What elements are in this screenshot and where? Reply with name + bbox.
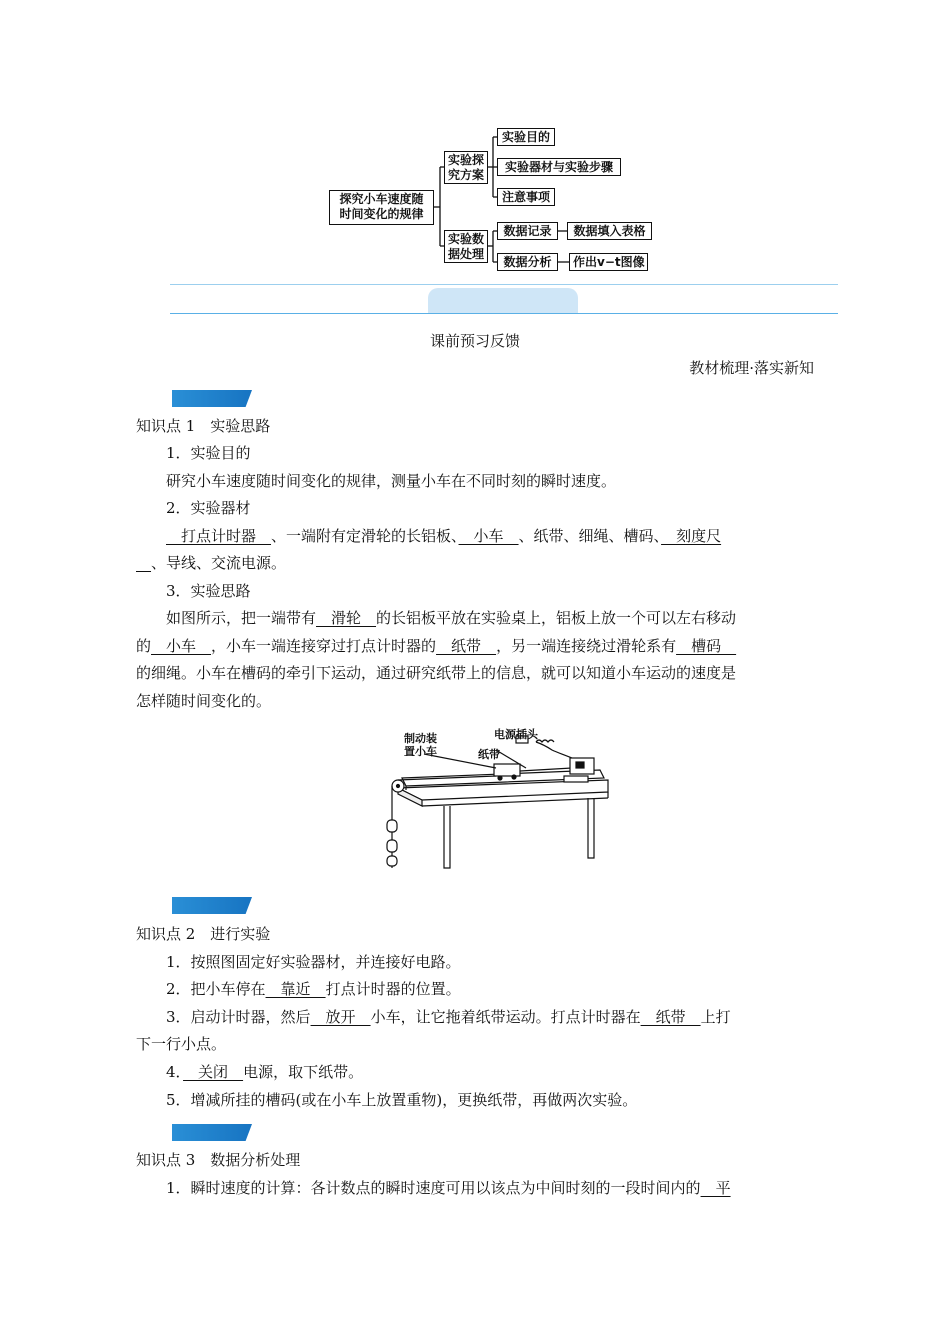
kp2-step3 xyxy=(136,1004,816,1032)
kp1-item2-equipment xyxy=(136,523,816,551)
blank-ruler-tail xyxy=(136,554,151,572)
blank-pulley: 滑轮 xyxy=(316,609,377,627)
mind-map-item-notes: 注意事项 xyxy=(497,188,555,206)
kp2-step3-continued: 下一行小点。 xyxy=(136,1035,227,1053)
knowledge-tag-2 xyxy=(172,897,252,914)
blank-cart-2: 小车 xyxy=(151,637,212,655)
kp1-item3-line3: 的细绳。小车在槽码的牵引下运动，通过研究纸带上的信息，就可以知道小车运动的速度是 xyxy=(136,664,737,682)
kp1-item1-text: 研究小车速度随时间变化的规律，测量小车在不同时刻的瞬时速度。 xyxy=(166,472,617,490)
kp3-item1 xyxy=(136,1175,816,1203)
label-paper-tape: 纸带 xyxy=(478,748,500,761)
text-segment: 上打 xyxy=(700,1008,731,1026)
text-segment: 电源，取下纸带。 xyxy=(243,1063,364,1081)
blank-average: 平 xyxy=(700,1179,731,1197)
kp1-item2-continued xyxy=(136,550,816,578)
kp1-item1-title: 1．实验目的 xyxy=(166,444,251,462)
text-segment: ，另一端连接绕过滑轮系有 xyxy=(496,637,677,655)
blank-turn-off: 关闭 xyxy=(183,1063,244,1081)
text-segment: 的长铝板平放在实验桌上，铝板上放一个可以左右移动 xyxy=(376,609,737,627)
text-segment: 2．把小车停在 xyxy=(166,980,266,998)
text-segment: 3．启动计时器，然后 xyxy=(166,1008,311,1026)
text-segment: 4． xyxy=(166,1063,184,1081)
kp1-item3-line4: 怎样随时间变化的。 xyxy=(136,692,272,710)
kp3-heading: 知识点 3 数据分析处理 xyxy=(136,1151,301,1169)
kp1-item2-title: 2．实验器材 xyxy=(166,499,251,517)
blank-tape: 纸带 xyxy=(436,637,497,655)
mind-map-branch-plan: 实验探 究方案 xyxy=(444,151,488,184)
text-segment: 的 xyxy=(136,637,152,655)
text-segment: 打点计时器的位置。 xyxy=(325,980,461,998)
kp2-heading: 知识点 2 进行实验 xyxy=(136,925,271,943)
kp1-heading: 知识点 1 实验思路 xyxy=(136,417,271,435)
kp2-step5: 5．增减所挂的槽码(或在小车上放置重物)，更换纸带，再做两次实验。 xyxy=(166,1091,638,1109)
kp1-item3-line2 xyxy=(136,633,816,661)
apparatus-figure xyxy=(376,728,612,876)
kp2-step4 xyxy=(136,1059,816,1087)
text-segment: 小车，让它拖着纸带运动。打点计时器在 xyxy=(370,1008,641,1026)
mind-map-branch-data: 实验数 据处理 xyxy=(444,230,488,263)
label-brake-cart: 制动装 置小车 xyxy=(404,732,437,758)
mind-map-leaf-table: 数据填入表格 xyxy=(567,222,652,240)
header-top-rule xyxy=(170,284,838,285)
kp2-step1: 1．按照图固定好实验器材，并连接好电路。 xyxy=(166,953,461,971)
text-segment: 、纸带、细绳、槽码、 xyxy=(518,527,662,545)
knowledge-tag-3 xyxy=(172,1124,252,1141)
mind-map-root: 探究小车速度随 时间变化的规律 xyxy=(329,190,434,225)
blank-cart: 小车 xyxy=(458,527,519,545)
mind-map-leaf-vt-graph: 作出v−t图像 xyxy=(569,253,648,271)
text-segment: 1．瞬时速度的计算：各计数点的瞬时速度可用以该点为中间时刻的一段时间内的 xyxy=(166,1179,701,1197)
knowledge-tag-1 xyxy=(172,390,252,407)
text-segment: 、导线、交流电源。 xyxy=(151,554,287,572)
section-title: 课前预习反馈 xyxy=(429,332,520,350)
section-subtitle: 教材梳理·落实新知 xyxy=(689,359,814,377)
blank-release: 放开 xyxy=(310,1008,371,1026)
mind-map-item-purpose: 实验目的 xyxy=(497,128,555,146)
kp2-step2 xyxy=(136,976,816,1004)
mind-map-item-record: 数据记录 xyxy=(497,222,558,240)
blank-tape-2: 纸带 xyxy=(640,1008,701,1026)
header-tab xyxy=(428,288,578,314)
blank-ruler: 刻度尺 xyxy=(661,527,722,545)
mind-map-item-equipment-steps: 实验器材与实验步骤 xyxy=(497,158,621,176)
text-segment: 、一端附有定滑轮的长铝板、 xyxy=(271,527,459,545)
blank-weights: 槽码 xyxy=(676,637,737,655)
text-segment: ，小车一端连接穿过打点计时器的 xyxy=(211,637,437,655)
blank-timer: 打点计时器 xyxy=(166,527,272,545)
text-segment: 如图所示，把一端带有 xyxy=(166,609,317,627)
mind-map-item-analysis: 数据分析 xyxy=(497,253,558,271)
kp1-item3-line1 xyxy=(136,605,816,633)
header-rule xyxy=(170,313,838,314)
kp1-item3-title: 3．实验思路 xyxy=(166,582,251,600)
label-power-plug: 电源插头 xyxy=(494,728,538,741)
blank-close-to: 靠近 xyxy=(265,980,326,998)
